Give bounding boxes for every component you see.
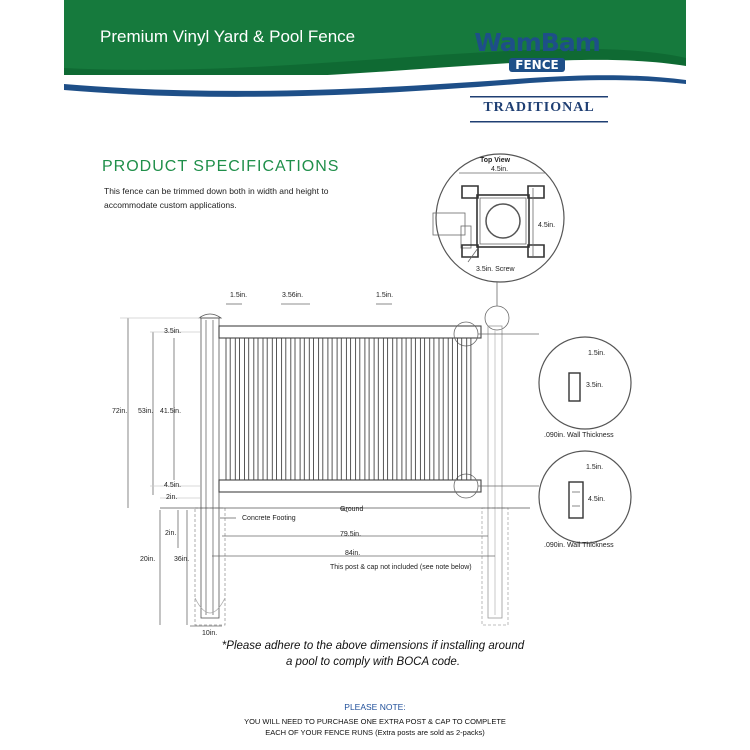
rail-profile — [569, 482, 583, 518]
label-footing-gap: 2in. — [165, 530, 177, 537]
picket — [448, 338, 452, 480]
rail-wall-thickness: .090in. Wall Thickness — [544, 542, 614, 549]
label-ground: Ground — [340, 506, 364, 513]
picket — [300, 338, 304, 480]
bottom-rail — [219, 480, 481, 492]
top-view-post-core — [486, 204, 520, 238]
label-panel-width: 79.5in. — [340, 531, 362, 538]
picket — [467, 338, 471, 480]
picket — [439, 338, 443, 480]
boca-notice: *Please adhere to the above dimensions if installing around a pool to comply with BOCA code. — [221, 640, 525, 668]
picket — [254, 338, 258, 480]
picket — [319, 338, 323, 480]
picket-detail-circle — [539, 337, 631, 429]
picket — [272, 338, 276, 480]
label-total-height: 72in. — [112, 408, 128, 415]
screw-leader — [468, 248, 478, 262]
left-post — [201, 318, 219, 618]
top-view-post — [477, 195, 529, 247]
picket — [346, 338, 350, 480]
spec-heading: PRODUCT SPECIFICATIONS — [102, 158, 340, 175]
rail-detail-height: 4.5in. — [588, 496, 606, 503]
picket — [245, 338, 249, 480]
label-panel-height: 53in. — [138, 408, 154, 415]
picket — [235, 338, 239, 480]
screw-label: 3.5in. Screw — [476, 266, 515, 273]
top-width-label: 4.5in. — [491, 166, 509, 173]
picket — [420, 338, 424, 480]
top-height-label: 4.5in. — [538, 222, 556, 229]
logo-subtitle: FENCE — [509, 58, 564, 72]
label-ground-gap: 2in. — [166, 494, 178, 501]
note-heading: PLEASE NOTE: — [344, 702, 406, 712]
style-badge: TRADITIONAL — [483, 100, 595, 115]
left-concrete-footing — [195, 508, 225, 625]
logo-wordmark: WamBam — [474, 28, 600, 57]
label-post-width: 1.5in. — [230, 292, 248, 299]
label-post-depth: 36in. — [174, 556, 190, 563]
picket-detail-depth: 3.5in. — [586, 382, 604, 389]
top-view-post-inner — [480, 198, 526, 244]
picket — [411, 338, 415, 480]
label-footing-width: 10in. — [202, 630, 218, 637]
picket — [309, 338, 313, 480]
picket — [383, 338, 387, 480]
rail-detail-width: 1.5in. — [586, 464, 604, 471]
picket — [430, 338, 434, 480]
page-title: Premium Vinyl Yard & Pool Fence — [100, 27, 356, 46]
label-rail-bottom: 4.5in. — [164, 482, 182, 489]
picket — [374, 338, 378, 480]
picket-wall-thickness: .090in. Wall Thickness — [544, 432, 614, 439]
label-picket-width: 1.5in. — [376, 292, 394, 299]
label-post-note: This post & cap not included (see note below) — [330, 564, 472, 571]
label-center-width: 84in. — [345, 550, 361, 557]
picket-profile — [569, 373, 580, 401]
picket — [393, 338, 397, 480]
picket — [337, 338, 341, 480]
picket — [282, 338, 286, 480]
rail-detail-circle — [539, 451, 631, 543]
label-picket-gap: 3.56in. — [282, 292, 304, 299]
note-line-2: EACH OF YOUR FENCE RUNS (Extra posts are sold as 2-packs) — [265, 728, 485, 737]
label-rail-top: 3.5in. — [164, 328, 182, 335]
picket — [402, 338, 406, 480]
picket — [356, 338, 360, 480]
picket-detail-width: 1.5in. — [588, 350, 606, 357]
label-footing-depth: 20in. — [140, 556, 156, 563]
picket — [328, 338, 332, 480]
picket — [365, 338, 369, 480]
picket — [458, 338, 462, 480]
label-concrete-footing: Concrete Footing — [242, 515, 296, 522]
picket — [226, 338, 230, 480]
note-body — [0, 716, 750, 738]
top-rail — [219, 326, 481, 338]
picket — [291, 338, 295, 480]
spec-description: This fence can be trimmed down both in width and height to accommodate custom applications. — [104, 186, 329, 210]
label-picket-height: 41.5in. — [160, 408, 182, 415]
top-view-label: Top View — [480, 157, 511, 164]
left-footing-bottom — [195, 598, 225, 613]
picket — [263, 338, 267, 480]
picket-group — [226, 338, 471, 480]
left-post-cap — [199, 314, 221, 318]
note-line-1: YOU WILL NEED TO PURCHASE ONE EXTRA POST & CAP TO COMPLETE — [244, 717, 506, 726]
